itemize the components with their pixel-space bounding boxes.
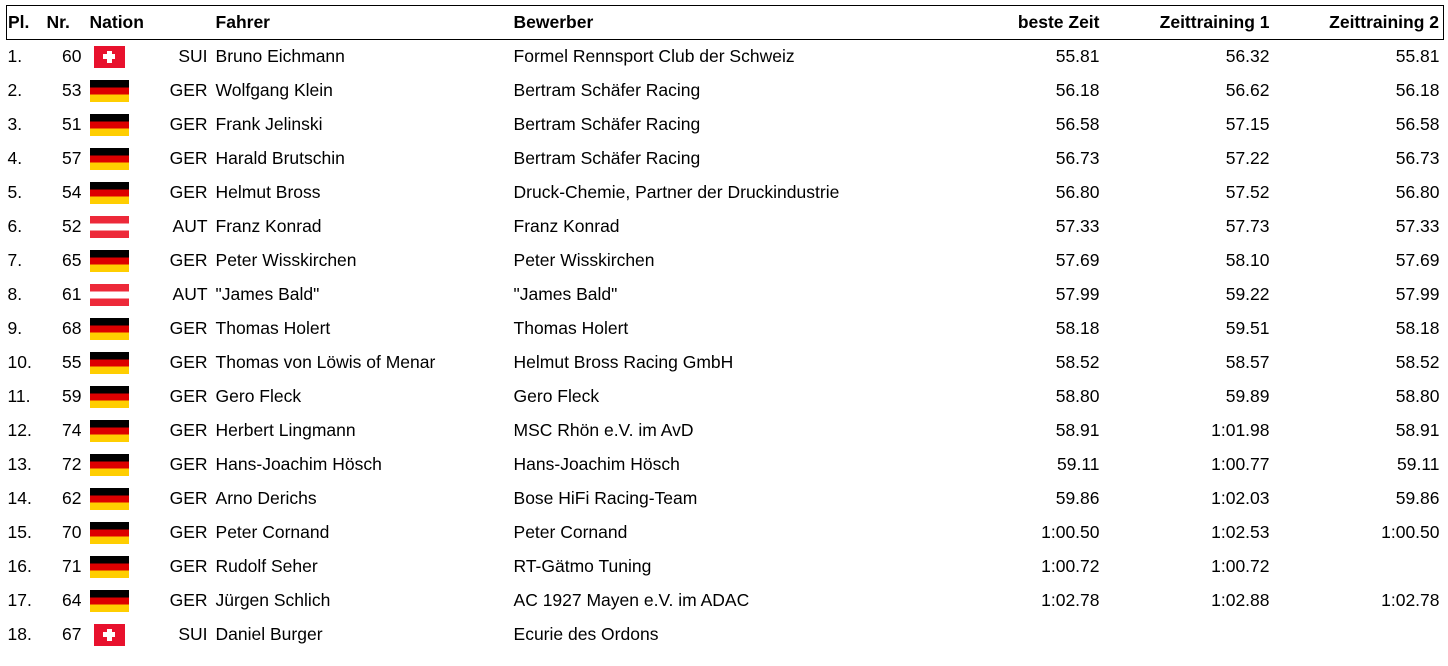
table-row: [7, 312, 1444, 346]
cell-bewerber: Thomas Holert: [513, 318, 629, 338]
cell-pl: 5.: [7, 182, 23, 202]
col-header-nr: Nr.: [43, 6, 86, 40]
cell-beste-zeit: 58.91: [1055, 420, 1100, 440]
cell-nr: 62: [62, 488, 82, 508]
cell-flag: [86, 244, 139, 278]
switzerland-flag-icon: [94, 46, 125, 68]
cell-fahrer: Peter Wisskirchen: [215, 250, 357, 270]
cell-zeittraining-2: 56.58: [1395, 114, 1440, 134]
cell-flag: [86, 278, 139, 312]
cell-zeittraining-1: 57.22: [1225, 148, 1270, 168]
cell-zeittraining-2: 55.81: [1395, 46, 1440, 67]
cell-nr: 70: [62, 522, 82, 542]
germany-flag-icon: [90, 590, 129, 612]
col-header-pl: Pl.: [7, 6, 43, 40]
cell-flag: [86, 74, 139, 108]
cell-zeittraining-1: 1:02.03: [1211, 488, 1270, 508]
cell-nr: 74: [62, 420, 82, 440]
cell-nr: 61: [62, 284, 82, 304]
cell-pl: 16.: [7, 556, 32, 576]
cell-nation: AUT: [172, 216, 208, 236]
cell-bewerber: Bertram Schäfer Racing: [513, 80, 701, 100]
cell-beste-zeit: 57.33: [1055, 216, 1100, 236]
cell-flag: [86, 40, 139, 74]
cell-zeittraining-2: 57.33: [1395, 216, 1440, 236]
cell-fahrer: Herbert Lingmann: [215, 420, 356, 440]
cell-nation: SUI: [178, 624, 208, 644]
cell-beste-zeit: 56.73: [1055, 148, 1100, 168]
cell-pl: 3.: [7, 114, 23, 134]
table-row: [7, 380, 1444, 414]
cell-zeittraining-2: 1:00.50: [1381, 522, 1440, 542]
cell-zeittraining-1: 58.10: [1225, 250, 1270, 270]
cell-nr: 71: [62, 556, 82, 576]
austria-flag-icon: [90, 284, 129, 306]
cell-beste-zeit: 56.18: [1055, 80, 1100, 100]
cell-zeittraining-2: [1274, 550, 1444, 584]
cell-nr: 55: [62, 352, 82, 372]
cell-zeittraining-2: [1274, 618, 1444, 652]
cell-zeittraining-1: 57.52: [1225, 182, 1270, 202]
cell-nation: GER: [169, 420, 208, 440]
cell-fahrer: Thomas von Löwis of Menar: [215, 352, 436, 372]
cell-bewerber: Druck-Chemie, Partner der Druckindustrie: [513, 182, 840, 202]
cell-fahrer: Franz Konrad: [215, 216, 322, 236]
cell-zeittraining-1: 1:00.72: [1211, 556, 1270, 576]
cell-fahrer: Helmut Bross: [215, 182, 321, 202]
cell-beste-zeit: 1:00.72: [1041, 556, 1100, 576]
germany-flag-icon: [90, 522, 129, 544]
cell-zeittraining-1: 1:02.53: [1211, 522, 1270, 542]
cell-nr: 54: [62, 182, 82, 202]
cell-pl: 8.: [7, 284, 23, 304]
cell-flag: [86, 482, 139, 516]
germany-flag-icon: [90, 148, 129, 170]
cell-beste-zeit: 58.18: [1055, 318, 1100, 338]
cell-zeittraining-2: 57.99: [1395, 284, 1440, 304]
cell-zeittraining-1: 57.15: [1225, 114, 1270, 134]
germany-flag-icon: [90, 454, 129, 476]
cell-fahrer: Harald Brutschin: [215, 148, 345, 168]
cell-nation: GER: [169, 454, 208, 474]
cell-bewerber: Peter Wisskirchen: [513, 250, 655, 270]
cell-nr: 57: [62, 148, 82, 168]
cell-beste-zeit: 58.52: [1055, 352, 1100, 372]
header-row: [7, 6, 1444, 40]
cell-nr: 51: [62, 114, 82, 134]
col-header-beste-zeit: beste Zeit: [941, 6, 1104, 40]
cell-beste-zeit: 1:02.78: [1041, 590, 1100, 610]
germany-flag-icon: [90, 352, 129, 374]
cell-flag: [86, 448, 139, 482]
table-row: [7, 278, 1444, 312]
cell-nation: GER: [169, 488, 208, 508]
cell-zeittraining-2: 1:02.78: [1381, 590, 1440, 610]
cell-bewerber: Hans-Joachim Hösch: [513, 454, 680, 474]
cell-beste-zeit: 59.86: [1055, 488, 1100, 508]
cell-nation: GER: [169, 250, 208, 270]
cell-bewerber: Peter Cornand: [513, 522, 628, 542]
cell-pl: 1.: [7, 46, 23, 67]
cell-beste-zeit: 1:00.50: [1041, 522, 1100, 542]
cell-beste-zeit: [941, 618, 1104, 652]
cell-nr: 52: [62, 216, 82, 236]
cell-nation: GER: [169, 318, 208, 338]
cell-bewerber: Bertram Schäfer Racing: [513, 114, 701, 134]
cell-bewerber: "James Bald": [513, 284, 618, 304]
cell-fahrer: Arno Derichs: [215, 488, 317, 508]
cell-fahrer: Frank Jelinski: [215, 114, 323, 134]
cell-bewerber: AC 1927 Mayen e.V. im ADAC: [513, 590, 750, 610]
cell-pl: 7.: [7, 250, 23, 270]
table-row: [7, 142, 1444, 176]
results-body: [7, 40, 1444, 652]
cell-bewerber: Bose HiFi Racing-Team: [513, 488, 698, 508]
cell-pl: 6.: [7, 216, 23, 236]
cell-zeittraining-2: 59.11: [1397, 454, 1440, 474]
qualifying-results-table: [6, 5, 1444, 652]
cell-beste-zeit: 59.11: [1057, 454, 1100, 474]
cell-nation: AUT: [172, 284, 208, 304]
cell-pl: 12.: [7, 420, 32, 440]
cell-pl: 2.: [7, 80, 23, 100]
cell-pl: 13.: [7, 454, 32, 474]
cell-zeittraining-2: 58.52: [1395, 352, 1440, 372]
cell-flag: [86, 550, 139, 584]
cell-flag: [86, 108, 139, 142]
cell-nr: 68: [62, 318, 82, 338]
table-row: [7, 108, 1444, 142]
germany-flag-icon: [90, 80, 129, 102]
cell-pl: 15.: [7, 522, 32, 542]
cell-zeittraining-1: 57.73: [1225, 216, 1270, 236]
cell-beste-zeit: 55.81: [1055, 46, 1100, 67]
switzerland-flag-icon: [94, 624, 125, 646]
cell-nation: GER: [169, 182, 208, 202]
cell-pl: 17.: [7, 590, 32, 610]
cell-bewerber: Gero Fleck: [513, 386, 600, 406]
cell-fahrer: Peter Cornand: [215, 522, 330, 542]
cell-beste-zeit: 56.58: [1055, 114, 1100, 134]
cell-bewerber: RT-Gätmo Tuning: [513, 556, 652, 576]
cell-fahrer: Gero Fleck: [215, 386, 302, 406]
table-row: [7, 516, 1444, 550]
cell-nr: 67: [62, 624, 82, 644]
cell-pl: 18.: [7, 624, 32, 644]
cell-zeittraining-2: 56.73: [1395, 148, 1440, 168]
cell-zeittraining-1: 1:02.88: [1211, 590, 1270, 610]
germany-flag-icon: [90, 420, 129, 442]
table-row: [7, 176, 1444, 210]
cell-beste-zeit: 56.80: [1055, 182, 1100, 202]
cell-zeittraining-2: 58.18: [1395, 318, 1440, 338]
cell-zeittraining-1: 59.51: [1225, 318, 1270, 338]
cell-flag: [86, 346, 139, 380]
cell-fahrer: Rudolf Seher: [215, 556, 318, 576]
cell-nation: GER: [169, 80, 208, 100]
cell-nation: SUI: [178, 46, 208, 67]
cell-nr: 59: [62, 386, 82, 406]
germany-flag-icon: [90, 556, 129, 578]
cell-bewerber: Ecurie des Ordons: [513, 624, 659, 644]
cell-zeittraining-1: 1:01.98: [1211, 420, 1270, 440]
cell-bewerber: Helmut Bross Racing GmbH: [513, 352, 734, 372]
cell-fahrer: "James Bald": [215, 284, 320, 304]
cell-fahrer: Daniel Burger: [215, 624, 323, 644]
cell-flag: [86, 176, 139, 210]
table-row: [7, 584, 1444, 618]
table-row: [7, 618, 1444, 652]
cell-fahrer: Hans-Joachim Hösch: [215, 454, 382, 474]
cell-zeittraining-1: 59.89: [1225, 386, 1270, 406]
cell-nr: 72: [62, 454, 82, 474]
cell-nation: GER: [169, 114, 208, 134]
germany-flag-icon: [90, 488, 129, 510]
cell-zeittraining-1: 59.22: [1225, 284, 1270, 304]
austria-flag-icon: [90, 216, 129, 238]
cell-bewerber: MSC Rhön e.V. im AvD: [513, 420, 694, 440]
cell-bewerber: Bertram Schäfer Racing: [513, 148, 701, 168]
cell-pl: 4.: [7, 148, 23, 168]
cell-nr: 65: [62, 250, 82, 270]
cell-zeittraining-1: 56.32: [1225, 46, 1270, 67]
cell-nation: GER: [169, 148, 208, 168]
germany-flag-icon: [90, 114, 129, 136]
germany-flag-icon: [90, 182, 129, 204]
cell-pl: 11.: [7, 386, 31, 406]
cell-flag: [86, 142, 139, 176]
cell-nation: GER: [169, 386, 208, 406]
cell-nation: GER: [169, 522, 208, 542]
cell-beste-zeit: 57.99: [1055, 284, 1100, 304]
cell-zeittraining-2: 57.69: [1395, 250, 1440, 270]
cell-pl: 14.: [7, 488, 32, 508]
cell-nr: 60: [62, 46, 82, 67]
cell-pl: 9.: [7, 318, 23, 338]
cell-nation: GER: [169, 352, 208, 372]
cell-zeittraining-1: [1104, 618, 1274, 652]
col-header-zeittraining-1: Zeittraining 1: [1104, 6, 1274, 40]
cell-zeittraining-1: 58.57: [1225, 352, 1270, 372]
cell-flag: [86, 312, 139, 346]
cell-flag: [86, 584, 139, 618]
table-row: [7, 346, 1444, 380]
cell-fahrer: Bruno Eichmann: [215, 46, 345, 67]
cell-zeittraining-2: 56.18: [1395, 80, 1440, 100]
table-row: [7, 448, 1444, 482]
germany-flag-icon: [90, 318, 129, 340]
cell-zeittraining-2: 56.80: [1395, 182, 1440, 202]
cell-nr: 53: [62, 80, 82, 100]
cell-fahrer: Thomas Holert: [215, 318, 331, 338]
germany-flag-icon: [90, 250, 129, 272]
cell-fahrer: Jürgen Schlich: [215, 590, 331, 610]
cell-nation: GER: [169, 556, 208, 576]
cell-flag: [86, 516, 139, 550]
cell-beste-zeit: 58.80: [1055, 386, 1100, 406]
cell-zeittraining-2: 59.86: [1395, 488, 1440, 508]
cell-zeittraining-1: 1:00.77: [1211, 454, 1270, 474]
col-header-fahrer: Fahrer: [212, 6, 510, 40]
cell-zeittraining-2: 58.91: [1395, 420, 1440, 440]
cell-zeittraining-2: 58.80: [1395, 386, 1440, 406]
col-header-nation: Nation: [86, 6, 212, 40]
cell-bewerber: Franz Konrad: [513, 216, 620, 236]
cell-flag: [86, 618, 139, 652]
table-row: [7, 414, 1444, 448]
cell-zeittraining-1: 56.62: [1225, 80, 1270, 100]
cell-flag: [86, 414, 139, 448]
cell-flag: [86, 380, 139, 414]
cell-nation: GER: [169, 590, 208, 610]
col-header-zeittraining-2: Zeittraining 2: [1274, 6, 1444, 40]
table-row: [7, 550, 1444, 584]
cell-pl: 10.: [7, 352, 32, 372]
cell-fahrer: Wolfgang Klein: [215, 80, 333, 100]
table-row: [7, 74, 1444, 108]
col-header-bewerber: Bewerber: [510, 6, 941, 40]
germany-flag-icon: [90, 386, 129, 408]
table-row: [7, 40, 1444, 74]
table-row: [7, 244, 1444, 278]
cell-nr: 64: [62, 590, 82, 610]
cell-bewerber: Formel Rennsport Club der Schweiz: [513, 46, 795, 67]
cell-beste-zeit: 57.69: [1055, 250, 1100, 270]
table-row: [7, 210, 1444, 244]
cell-flag: [86, 210, 139, 244]
table-row: [7, 482, 1444, 516]
